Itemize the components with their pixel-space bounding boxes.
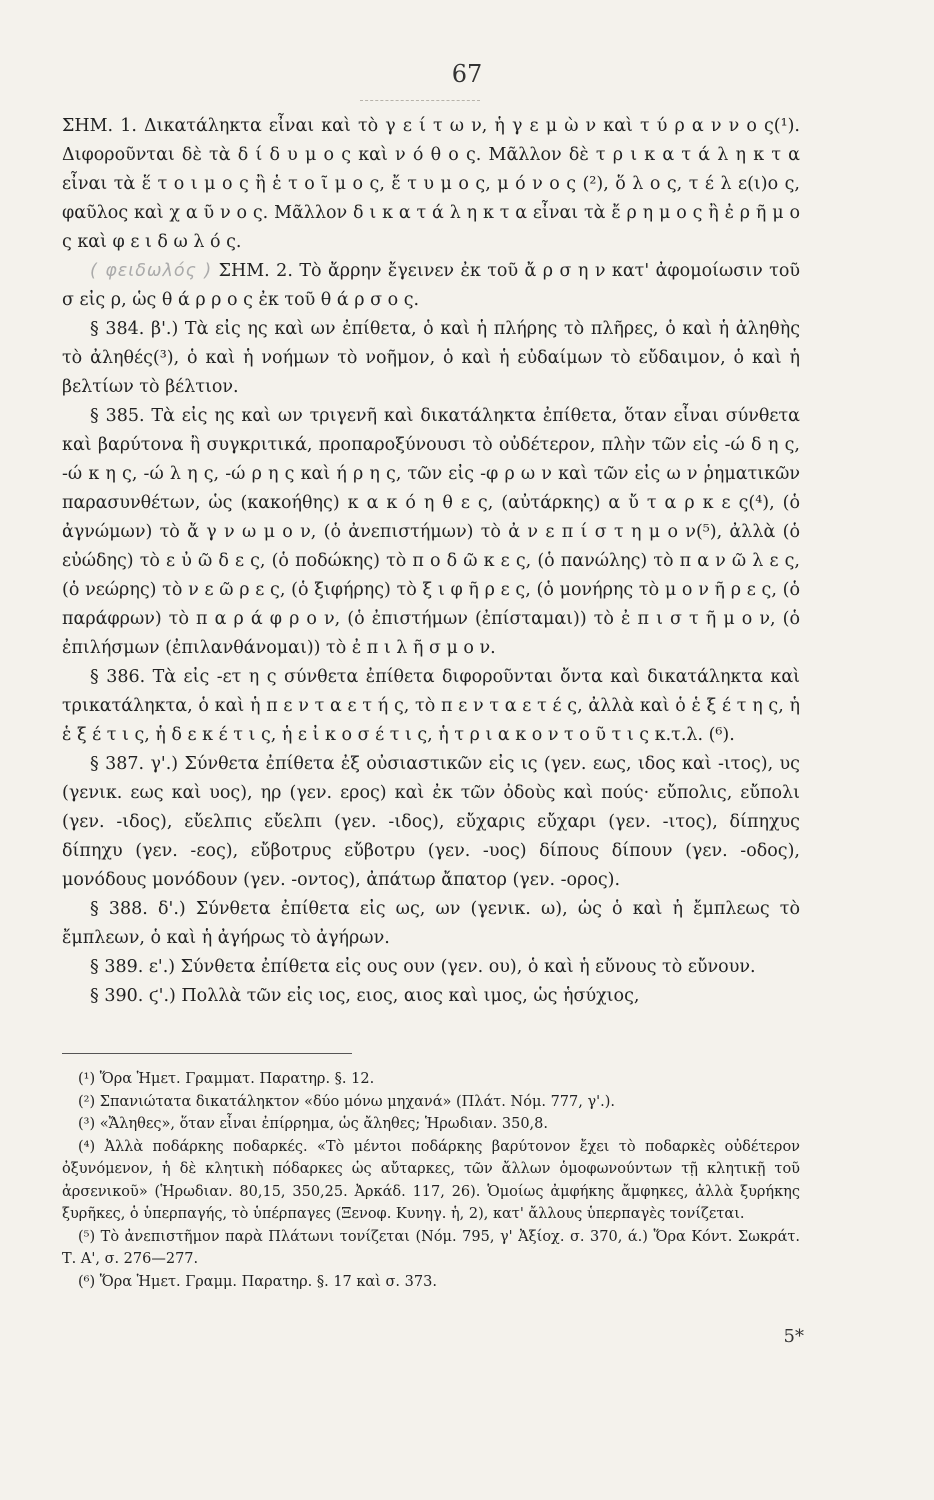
section-388: § 388. δ'.) Σύνθετα ἐπίθετα εἰς ως, ων (γενικ. ω), ὡς ὁ καὶ ἡ ἔμπλεως τὸ ἔμπλεων, ὁ καὶ ἡ ἀγήρως τὸ ἀγήρων. xyxy=(62,899,800,948)
footnote-4: (⁴) Ἀλλὰ ποδάρκης ποδαρκές. «Τὸ μέντοι ποδάρκης βαρύτονον ἔχει τὸ ποδαρκὲς οὐδέτερον ὀξυνόμενον, ἡ δὲ κλητικὴ πόδαρκες ὡς αὔταρκες, τῶν ἄλλων ὁμοφωνούντων τῇ κλητικῇ τοῦ ἀρσενικοῦ» (Ἡρωδιαν. 80,15, 350,25. Ἀρκάδ. 117, 26). Ὁμοίως ἀμφήκης ἄμφηκες, ἀλλὰ ξυρήκης ξυρῆκες, ὁ ὑπερπαγής, τὸ ὑπέρπαγες (Ξενοφ. Κυνηγ. ἡ, 2), κατ' ἄλλους ὑπερπαγὲς τονίζεται. xyxy=(62,1138,800,1222)
section-385: § 385. Τὰ εἰς ης καὶ ων τριγενῆ καὶ δικατάληκτα ἐπίθετα, ὅταν εἶναι σύνθετα καὶ βαρύτονα ἢ συγκριτικά, προπαροξύνουσι τὸ οὐδέτερον, πλὴν τῶν εἰς -ώ δ η ς, -ώ κ η ς, -ώ λ η ς, -ώ ρ η ς καὶ ή ρ η ς, τῶν εἰς -φ ρ ω ν καὶ τῶν εἰς ω ν ῥηματικῶν παρασυνθέτων, ὡς (κακοήθης) κ α κ ό η θ ε ς, (αὐτάρκης) α ὔ τ α ρ κ ε ς(⁴), (ὁ ἀγνώμων) τὸ ἄ γ ν ω μ ο ν, (ὁ ἀνεπιστήμων) τὸ ἀ ν ε π ί σ τ η μ ο ν(⁵), ἀλλὰ (ὁ εὐώδης) τὸ ε ὐ ῶ δ ε ς, (ὁ ποδώκης) τὸ π ο δ ῶ κ ε ς, (ὁ πανώλης) τὸ π α ν ῶ λ ε ς, (ὁ νεώρης) τὸ ν ε ῶ ρ ε ς, (ὁ ξιφήρης) τὸ ξ ι φ ῆ ρ ε ς, (ὁ μονήρης τὸ μ ο ν ῆ ρ ε ς, (ὁ παράφρων) τὸ π α ρ ά φ ρ ο ν, (ὁ ἐπιστήμων (ἐπίσταμαι)) τὸ ἐ π ι σ τ ῆ μ ο ν, (ὁ ἐπιλήσμων (ἐπιλανθάνομαι)) τὸ ἐ π ι λ ῆ σ μ ο ν. xyxy=(62,406,800,658)
footnote-1: (¹) Ὅρα Ἡμετ. Γραμματ. Παρατηρ. §. 12. xyxy=(78,1071,375,1087)
section-386: § 386. Τὰ εἰς -ετ η ς σύνθετα ἐπίθετα διφοροῦνται ὄντα καὶ δικατάληκτα καὶ τρικατάληκτα, ὁ καὶ ἡ π ε ν τ α ε τ ή ς, τὸ π ε ν τ α ε τ έ ς, ἀλλὰ καὶ ὁ ἑ ξ έ τ η ς, ἡ ἑ ξ έ τ ι ς, ἡ δ ε κ έ τ ι ς, ἡ ε ἰ κ ο σ έ τ ι ς, ἡ τ ρ ι α κ ο ν τ ο ῦ τ ι ς κ.τ.λ. (⁶). xyxy=(62,667,800,745)
header-ornament xyxy=(360,100,480,101)
note-2-text: ΣΗΜ. 2. Τὸ ἄρρην ἔγεινεν ἐκ τοῦ ἄ ρ σ η ν κατ' ἀφομοίωσιν τοῦ σ εἰς ρ, ὡς θ ά ρ ρ ο ς ἐκ τοῦ θ ά ρ σ ο ς. xyxy=(62,261,801,310)
main-text xyxy=(62,112,800,1011)
footnote-2: (²) Σπανιώτατα δικατάληκτον «δύο μόνω μηχανά» (Πλάτ. Νόμ. 777, γ'.). xyxy=(78,1093,616,1110)
note-1-paragraph: ΣΗΜ. 1. Δικατάληκτα εἶναι καὶ τὸ γ ε ί τ ω ν, ἡ γ ε μ ὼ ν καὶ τ ύ ρ α ν ν ο ς(¹). Διφοροῦνται δὲ τὰ δ ί δ υ μ ο ς καὶ ν ό θ ο ς. Μᾶλλον δὲ τ ρ ι κ α τ ά λ η κ τ α εἶναι τὰ ἕ τ ο ι μ ο ς ἢ ἑ τ ο ῖ μ ο ς, ἔ τ υ μ ο ς, μ ό ν ο ς (²), ὅ λ ο ς, τ έ λ ε(ι)ο ς, φαῦλος καὶ χ α ῦ ν ο ς. Μᾶλλον δ ι κ α τ ά λ η κ τ α εἶναι τὰ ἔ ρ η μ ο ς ἢ ἐ ρ ῆ μ ο ς καὶ φ ε ι δ ω λ ό ς. xyxy=(62,116,800,252)
section-387: § 387. γ'.) Σύνθετα ἐπίθετα ἐξ οὐσιαστικῶν εἰς ις (γεν. εως, ιδος καὶ -ιτος), υς (γενικ. εως καὶ υος), ηρ (γεν. ερος) καὶ ἐκ τῶν ὀδοὺς καὶ πούς· εὔπολις, εὔπολι (γεν. -ιδος), εὔελπις εὔελπι (γεν. -ιδος), εὔχαρις εὔχαρι (γεν. -ιτος), δίπηχυς δίπηχυ (γεν. -εος), εὔβοτρυς εὔβοτρυ (γεν. -υος) δίπους δίπουν (γεν. -οδος), μονόδους μονόδουν (γεν. -οντος), ἀπάτωρ ἄπατορ (γεν. -ορος). xyxy=(62,754,800,890)
footnote-6: (⁶) Ὅρα Ἡμετ. Γραμμ. Παρατηρ. §. 17 καὶ σ. 373. xyxy=(78,1273,437,1290)
footnotes xyxy=(62,1068,800,1293)
handwritten-annotation: ( φειδωλός ) xyxy=(90,261,213,281)
section-390: § 390. ϛ'.) Πολλὰ τῶν εἰς ιος, ειος, αιος καὶ ιμος, ὡς ἡσύχιος, xyxy=(90,986,640,1006)
footnote-5: (⁵) Τὸ ἀνεπιστῆμον παρὰ Πλάτωνι τονίζεται (Νόμ. 795, γ' Ἀξίοχ. σ. 370, ά.) Ὅρα Κόντ. Σωκράτ. Τ. Α', σ. 276—277. xyxy=(62,1228,800,1267)
signature-mark: 5* xyxy=(783,1326,804,1347)
footnote-divider xyxy=(62,1053,352,1054)
footnote-3: (³) «Ἄληθες», ὅταν εἶναι ἐπίρρημα, ὡς ἄληθες; Ἡρωδιαν. 350,8. xyxy=(78,1116,548,1132)
section-384: § 384. β'.) Τὰ εἰς ης καὶ ων ἐπίθετα, ὁ καὶ ἡ πλήρης τὸ πλῆρες, ὁ καὶ ἡ ἀληθὴς τὸ ἀληθές(³), ὁ καὶ ἡ νοήμων τὸ νοῆμον, ὁ καὶ ἡ εὐδαίμων τὸ εὔδαιμον, ὁ καὶ ἡ βελτίων τὸ βέλτιον. xyxy=(62,319,800,397)
page-number: 67 xyxy=(451,60,483,88)
section-389: § 389. ε'.) Σύνθετα ἐπίθετα εἰς ους ουν (γεν. ου), ὁ καὶ ἡ εὔνους τὸ εὔνουν. xyxy=(90,957,756,977)
note-2-paragraph xyxy=(62,257,800,315)
